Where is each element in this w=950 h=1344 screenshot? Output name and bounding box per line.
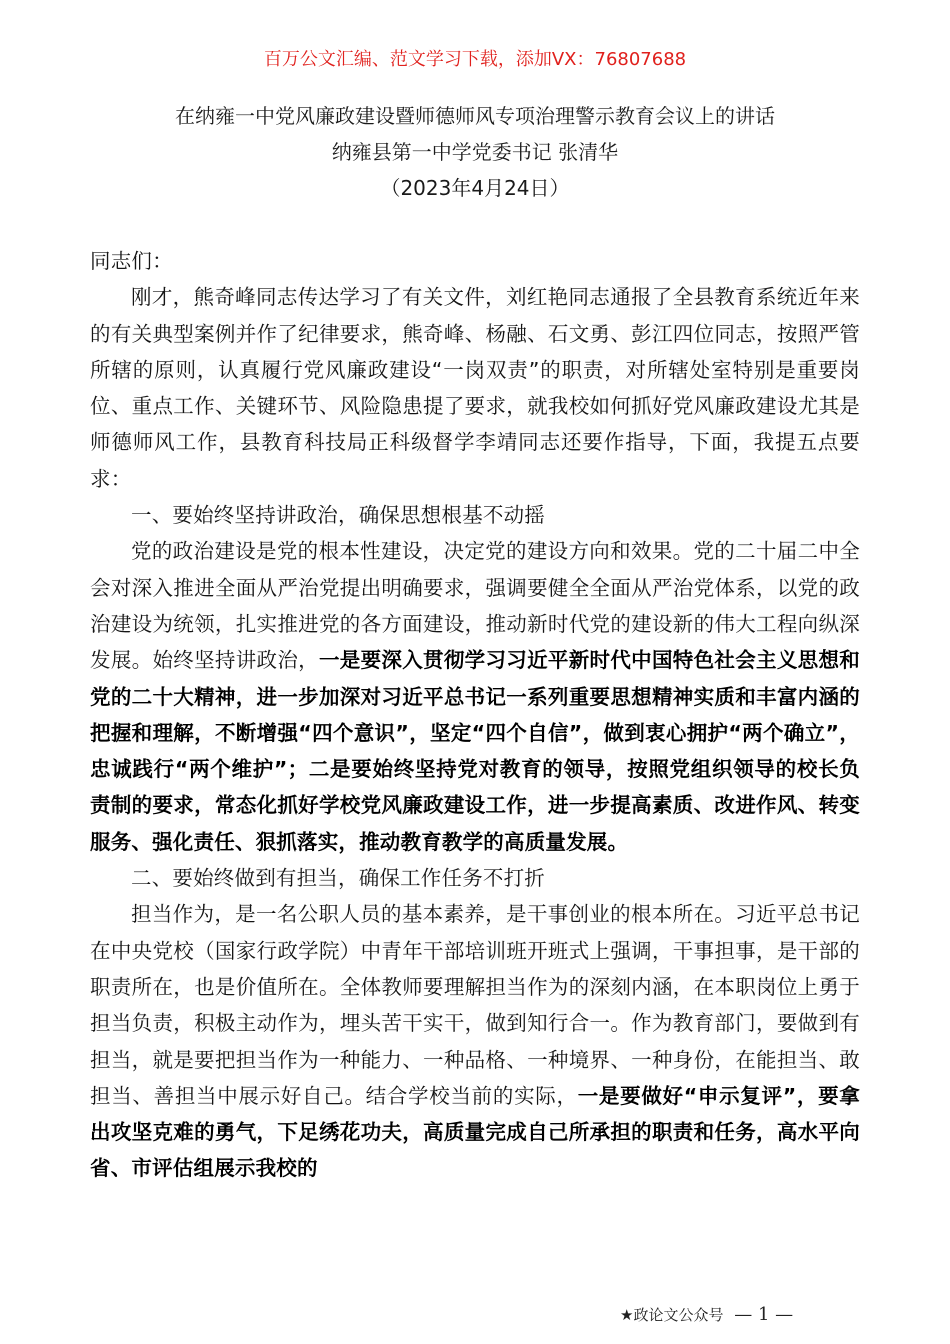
document-author: 纳雍县第一中学党委书记 张清华 bbox=[331, 140, 619, 164]
paragraph-intro: 刚才，熊奇峰同志传达学习了有关文件，刘红艳同志通报了全县教育系统近年来的有关典型案例并作了纪律要求，熊奇峰、杨融、石文勇、彭江四位同志，按照严管所辖的原则，认真履行党风廉政建设“一岗双责”的职责，对所辖处室特别是重要岗位、重点工作、关键环节、风险隐患提了要求，就我校如何抓好党风廉政建设尤其是师德师风工作，县教育科技局正科级督学李靖同志还要作指导，下面，我提五点要求： bbox=[90, 285, 860, 491]
paragraph-politics-bold: 一是要深入贯彻学习习近平新时代中国特色社会主义思想和党的二十大精神，进一步加深对习近平总书记一系列重要思想精神实质和丰富内涵的把握和理解，不断增强“四个意识”，坚定“四个自信”，做到衷心拥护“两个确立”，忠诚践行“两个维护”；二是要始终坚持党对教育的领导，按照党组织领导的校长负责制的要求，常态化抓好学校党风廉政建设工作，进一步提高素质、改进作风、转变服务、强化责任、狠抓落实，推动教育教学的高质量发展。 bbox=[90, 648, 860, 854]
paragraph-politics-text: 党的政治建设是党的根本性建设，决定党的建设方向和效果。党的二十届二中全会对深入推进全面从严治党提出明确要求，强调要健全全面从严治党体系，以党的政治建设为统领，扎实推进党的各方面建设，推动新时代党的建设新的伟大工程向纵深发展。始终坚持讲政治， bbox=[90, 539, 860, 673]
document-date: （2023年4月24日） bbox=[380, 176, 570, 200]
document-title: 在纳雍一中党风廉政建设暨师德师风专项治理警示教育会议上的讲话 bbox=[175, 104, 775, 128]
paragraph-responsibility bbox=[90, 896, 860, 1186]
document-header bbox=[0, 98, 950, 206]
paragraph-responsibility-bold: 一是要做好“申示复评”，要拿出攻坚克难的勇气，下足绣花功夫，高质量完成自己所承担的职责和任务，高水平向省、市评估组展示我校的 bbox=[90, 1083, 860, 1181]
watermark-header: 百万公文汇编、范文学习下载，添加VX：76807688 bbox=[263, 49, 687, 70]
page-footer bbox=[620, 1304, 880, 1326]
footer-label: ★政论文公众号 bbox=[620, 1306, 724, 1324]
paragraph-responsibility-text: 担当作为，是一名公职人员的基本素养，是干事创业的根本所在。习近平总书记在中央党校（国家行政学院）中青年干部培训班开班式上强调，干事担事，是干部的职责所在，也是价值所在。全体教师要理解担当作为的深刻内涵，在本职岗位上勇于担当负责，积极主动作为，埋头苦干实干，做到知行合一。作为教育部门，要做到有担当，就是要把担当作为一种能力、一种品格、一种境界、一种身份，在能担当、敢担当、善担当中展示好自己。结合学校当前的实际， bbox=[90, 902, 860, 1108]
document-body bbox=[90, 243, 860, 1187]
section-heading-2: 二、要始终做到有担当，确保工作任务不打折 bbox=[131, 866, 545, 891]
page-number: — 1 — bbox=[734, 1304, 794, 1325]
paragraph-politics bbox=[90, 533, 860, 860]
section-heading-1: 一、要始终坚持讲政治，确保思想根基不动摇 bbox=[131, 503, 545, 528]
salutation: 同志们： bbox=[90, 249, 173, 273]
